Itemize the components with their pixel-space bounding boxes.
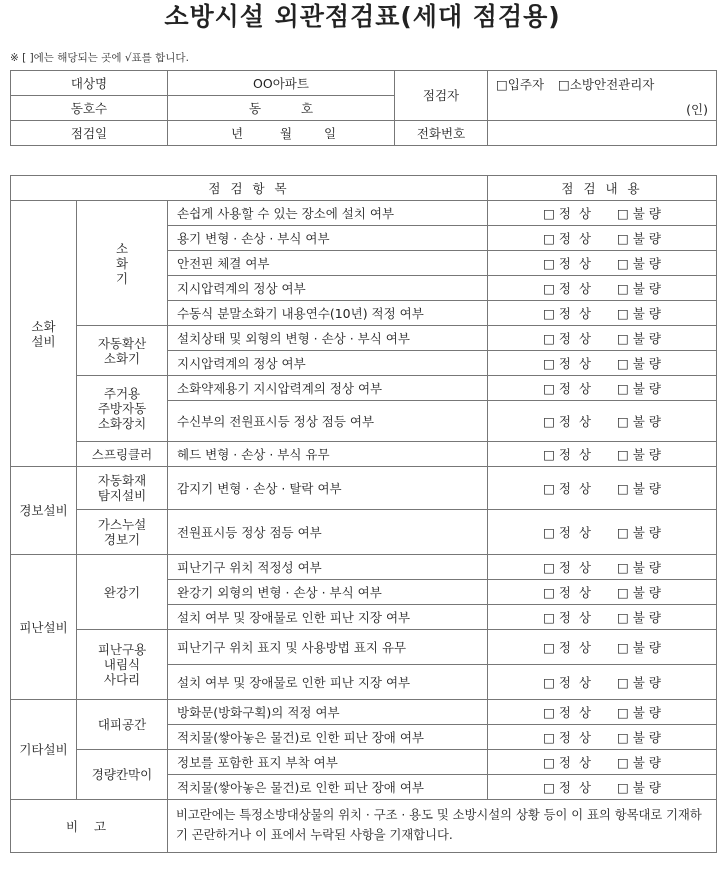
sub-auto-extinguisher: 자동확산 소화기	[77, 326, 168, 376]
checkbox-defective[interactable]: □ 불 량	[617, 704, 661, 720]
checkbox-normal[interactable]: □ 정 상	[543, 230, 591, 246]
item-kit2: 수신부의 전원표시등 정상 점등 여부	[168, 401, 488, 442]
checkbox-normal[interactable]: □ 정 상	[543, 674, 591, 690]
instruction-note: ※ [ ]에는 해당되는 곳에 √표를 합니다.	[10, 52, 189, 64]
checkbox-normal[interactable]: □ 정 상	[543, 280, 591, 296]
result-cell	[488, 555, 717, 580]
item-ref2: 적치물(쌓아놓은 물건)로 인한 피난 장애 여부	[168, 725, 488, 750]
item-ext2: 용기 변형 · 손상 · 부식 여부	[168, 226, 488, 251]
checkbox-defective[interactable]: □ 불 량	[617, 330, 661, 346]
item-des2: 완강기 외형의 변형 · 손상 · 부식 여부	[168, 580, 488, 605]
result-cell	[488, 725, 717, 750]
checkbox-normal[interactable]: □ 정 상	[543, 355, 591, 371]
result-cell	[488, 226, 717, 251]
unit-dong: 동	[248, 100, 262, 116]
checkbox-normal[interactable]: □ 정 상	[543, 584, 591, 600]
checkbox-defective[interactable]: □ 불 량	[617, 230, 661, 246]
result-cell	[488, 326, 717, 351]
checkbox-defective[interactable]: □ 불 량	[617, 559, 661, 575]
item-par2: 적치물(쌓아놓은 물건)로 인한 피난 장애 여부	[168, 775, 488, 800]
target-label: 대상명	[11, 71, 168, 96]
result-cell	[488, 700, 717, 725]
checkbox-normal[interactable]: □ 정 상	[543, 524, 591, 540]
unit-field[interactable]	[168, 96, 395, 121]
checkbox-defective[interactable]: □ 불 량	[617, 480, 661, 496]
checkbox-normal[interactable]: □ 정 상	[543, 729, 591, 745]
checkbox-normal[interactable]: □ 정 상	[543, 559, 591, 575]
sub-light-partition: 경량칸막이	[77, 750, 168, 800]
sub-sprinkler: 스프링클러	[77, 442, 168, 467]
category-fire-extinguishing: 소화 설비	[11, 201, 77, 467]
checkbox-defective[interactable]: □ 불 량	[617, 639, 661, 655]
checkbox-normal[interactable]: □ 정 상	[543, 480, 591, 496]
phone-field[interactable]	[488, 121, 717, 146]
item-ext5: 수동식 분말소화기 내용연수(10년) 적정 여부	[168, 301, 488, 326]
category-evacuation: 피난설비	[11, 555, 77, 700]
category-alarm: 경보설비	[11, 467, 77, 555]
checkbox-defective[interactable]: □ 불 량	[617, 305, 661, 321]
header-result: 점 검 내 용	[488, 176, 717, 201]
sub-descender: 완강기	[77, 555, 168, 630]
checkbox-defective[interactable]: □ 불 량	[617, 674, 661, 690]
checkbox-normal[interactable]: □ 정 상	[543, 639, 591, 655]
result-cell	[488, 630, 717, 665]
item-ext1: 손쉽게 사용할 수 있는 장소에 설치 여부	[168, 201, 488, 226]
item-lad1: 피난기구 위치 표지 및 사용방법 표지 유무	[168, 630, 488, 665]
checkbox-normal[interactable]: □ 정 상	[543, 413, 591, 429]
result-cell	[488, 276, 717, 301]
result-cell	[488, 775, 717, 800]
checkbox-normal[interactable]: □ 정 상	[543, 446, 591, 462]
checkbox-fire-manager[interactable]: □소방안전관리자	[558, 76, 655, 92]
result-cell	[488, 401, 717, 442]
checkbox-defective[interactable]: □ 불 량	[617, 355, 661, 371]
inspector-label: 점검자	[395, 71, 488, 121]
checkbox-defective[interactable]: □ 불 량	[617, 754, 661, 770]
sub-gas-alarm: 가스누설 경보기	[77, 510, 168, 555]
item-kit1: 소화약제용기 지시압력계의 정상 여부	[168, 376, 488, 401]
result-cell	[488, 510, 717, 555]
result-cell	[488, 351, 717, 376]
item-lad2: 설치 여부 및 장애물로 인한 피난 지장 여부	[168, 665, 488, 700]
remark-text: 비고란에는 특정소방대상물의 위치 · 구조 · 용도 및 소방시설의 상황 등이 이 표의 항목대로 기재하기 곤란하거나 이 표에서 누락된 사항을 기재합니다.	[168, 800, 717, 853]
checkbox-normal[interactable]: □ 정 상	[543, 380, 591, 396]
remark-label: 비 고	[11, 800, 168, 853]
sub-ladder: 피난구용 내림식 사다리	[77, 630, 168, 700]
item-par1: 정보를 포함한 표지 부착 여부	[168, 750, 488, 775]
result-cell	[488, 201, 717, 226]
checkbox-defective[interactable]: □ 불 량	[617, 524, 661, 540]
checkbox-defective[interactable]: □ 불 량	[617, 205, 661, 221]
checkbox-normal[interactable]: □ 정 상	[543, 754, 591, 770]
phone-label: 전화번호	[395, 121, 488, 146]
checkbox-defective[interactable]: □ 불 량	[617, 729, 661, 745]
checkbox-normal[interactable]: □ 정 상	[543, 609, 591, 625]
inspector-cell[interactable]	[488, 71, 717, 121]
checkbox-defective[interactable]: □ 불 량	[617, 280, 661, 296]
checkbox-defective[interactable]: □ 불 량	[617, 255, 661, 271]
result-cell	[488, 301, 717, 326]
date-field[interactable]	[168, 121, 395, 146]
unit-label: 동호수	[11, 96, 168, 121]
sub-refuge-space: 대피공간	[77, 700, 168, 750]
target-value[interactable]: OO아파트	[168, 71, 395, 96]
result-cell	[488, 442, 717, 467]
date-month: 월	[279, 125, 293, 141]
checkbox-defective[interactable]: □ 불 량	[617, 380, 661, 396]
item-des3: 설치 여부 및 장애물로 인한 피난 지장 여부	[168, 605, 488, 630]
item-gas1: 전원표시등 정상 점등 여부	[168, 510, 488, 555]
result-cell	[488, 750, 717, 775]
sub-fire-detector: 자동화재 탐지설비	[77, 467, 168, 510]
item-ext4: 지시압력계의 정상 여부	[168, 276, 488, 301]
item-spr1: 헤드 변형 · 손상 · 부식 유무	[168, 442, 488, 467]
result-cell	[488, 376, 717, 401]
checkbox-normal[interactable]: □ 정 상	[543, 704, 591, 720]
sub-extinguisher: 소 화 기	[77, 201, 168, 326]
checkbox-resident[interactable]: □입주자	[496, 76, 545, 92]
unit-ho: 호	[300, 100, 314, 116]
info-table	[10, 70, 717, 146]
inspection-table	[10, 175, 717, 853]
date-day: 일	[323, 125, 337, 141]
date-year: 년	[230, 125, 244, 141]
result-cell	[488, 605, 717, 630]
checkbox-defective[interactable]: □ 불 량	[617, 446, 661, 462]
checkbox-normal[interactable]: □ 정 상	[543, 779, 591, 795]
checkbox-defective[interactable]: □ 불 량	[617, 413, 661, 429]
header-items: 점 검 항 목	[11, 176, 488, 201]
checkbox-normal[interactable]: □ 정 상	[543, 205, 591, 221]
category-other: 기타설비	[11, 700, 77, 800]
checkbox-normal[interactable]: □ 정 상	[543, 305, 591, 321]
result-cell	[488, 251, 717, 276]
checkbox-defective[interactable]: □ 불 량	[617, 609, 661, 625]
item-auto2: 지시압력계의 정상 여부	[168, 351, 488, 376]
sub-kitchen-system: 주거용 주방자동 소화장치	[77, 376, 168, 442]
checkbox-defective[interactable]: □ 불 량	[617, 779, 661, 795]
result-cell	[488, 467, 717, 510]
checkbox-normal[interactable]: □ 정 상	[543, 255, 591, 271]
result-cell	[488, 665, 717, 700]
seal-mark: (인)	[686, 101, 708, 117]
checkbox-normal[interactable]: □ 정 상	[543, 330, 591, 346]
form-title: 소방시설 외관점검표(세대 점검용)	[164, 2, 561, 31]
date-label: 점검일	[11, 121, 168, 146]
result-cell	[488, 580, 717, 605]
checkbox-defective[interactable]: □ 불 량	[617, 584, 661, 600]
item-des1: 피난기구 위치 적정성 여부	[168, 555, 488, 580]
item-ref1: 방화문(방화구획)의 적정 여부	[168, 700, 488, 725]
item-ext3: 안전핀 체결 여부	[168, 251, 488, 276]
item-det1: 감지기 변형 · 손상 · 탈락 여부	[168, 467, 488, 510]
item-auto1: 설치상태 및 외형의 변형 · 손상 · 부식 여부	[168, 326, 488, 351]
